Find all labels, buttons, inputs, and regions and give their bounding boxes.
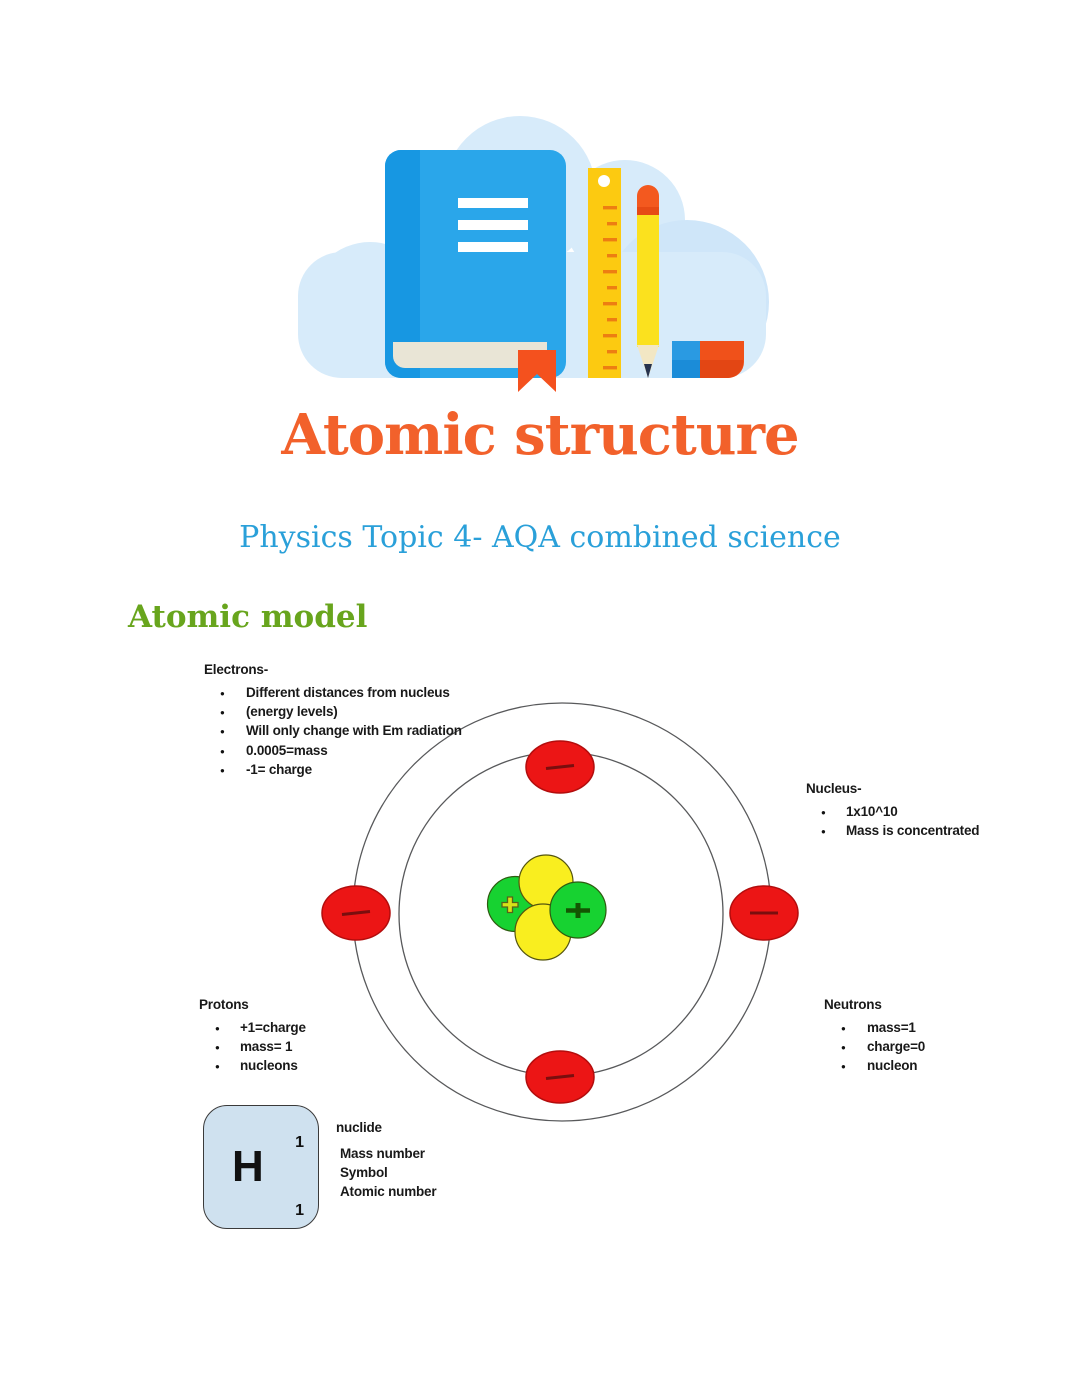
electron-particle	[526, 741, 594, 793]
nuclide-label: nuclide	[336, 1120, 382, 1135]
electron-particle	[322, 886, 390, 940]
list-item: ● (energy levels)	[204, 702, 462, 721]
list-item: ● Mass is concentrated	[806, 821, 979, 840]
list-item: ● charge=0	[824, 1037, 925, 1056]
list-item: ● 0.0005=mass	[204, 741, 462, 760]
neutrons-annotation	[824, 996, 925, 1076]
electrons-list	[204, 683, 462, 779]
list-item: ● -1= charge	[204, 760, 462, 779]
list-item: ● +1=charge	[199, 1018, 306, 1037]
list-item: ● mass= 1	[199, 1037, 306, 1056]
electrons-heading: Electrons-	[204, 662, 269, 677]
list-item: ● nucleon	[824, 1056, 925, 1075]
page-subtitle: Physics Topic 4- AQA combined science	[239, 520, 841, 555]
protons-annotation	[199, 996, 306, 1076]
nucleus-heading: Nucleus-	[806, 781, 862, 796]
list-item: ● Different distances from nucleus	[204, 683, 462, 702]
study-supplies-illustration	[295, 112, 775, 394]
eraser-icon	[672, 341, 744, 378]
list-item: ● mass=1	[824, 1018, 925, 1037]
neutrons-list	[824, 1018, 925, 1076]
nuclide-mass-number: 1	[295, 1134, 304, 1151]
atom-diagram-svg	[0, 652, 1080, 1252]
list-item: ● 1x10^10	[806, 802, 979, 821]
pencil-icon	[637, 185, 659, 378]
cloud-baseline-mask	[295, 378, 775, 394]
list-item: ● Will only change with Em radiation	[204, 721, 462, 740]
protons-list	[199, 1018, 306, 1076]
legend-line: Mass number	[340, 1146, 425, 1161]
electron-particle	[526, 1051, 594, 1103]
nucleus-annotation	[806, 780, 979, 840]
protons-heading: Protons	[199, 997, 249, 1012]
legend-line: Symbol	[340, 1165, 388, 1180]
electron-particle	[730, 886, 798, 940]
nuclide-legend	[340, 1144, 436, 1201]
neutrons-heading: Neutrons	[824, 997, 882, 1012]
legend-line: Atomic number	[340, 1184, 437, 1199]
nucleus-list	[806, 802, 979, 840]
nucleus-cluster	[488, 855, 607, 960]
section-heading-atomic-model: Atomic model	[128, 599, 368, 635]
page-title: Atomic structure	[281, 402, 799, 468]
nuclide-symbol: H	[232, 1142, 264, 1191]
list-item: ● nucleons	[199, 1056, 306, 1075]
nuclide-atomic-number: 1	[295, 1202, 304, 1219]
book-icon	[385, 150, 566, 392]
electrons-annotation	[204, 661, 462, 779]
ruler-icon	[588, 168, 621, 378]
nuclide-box	[203, 1105, 319, 1229]
atomic-model-diagram	[0, 652, 1080, 1272]
